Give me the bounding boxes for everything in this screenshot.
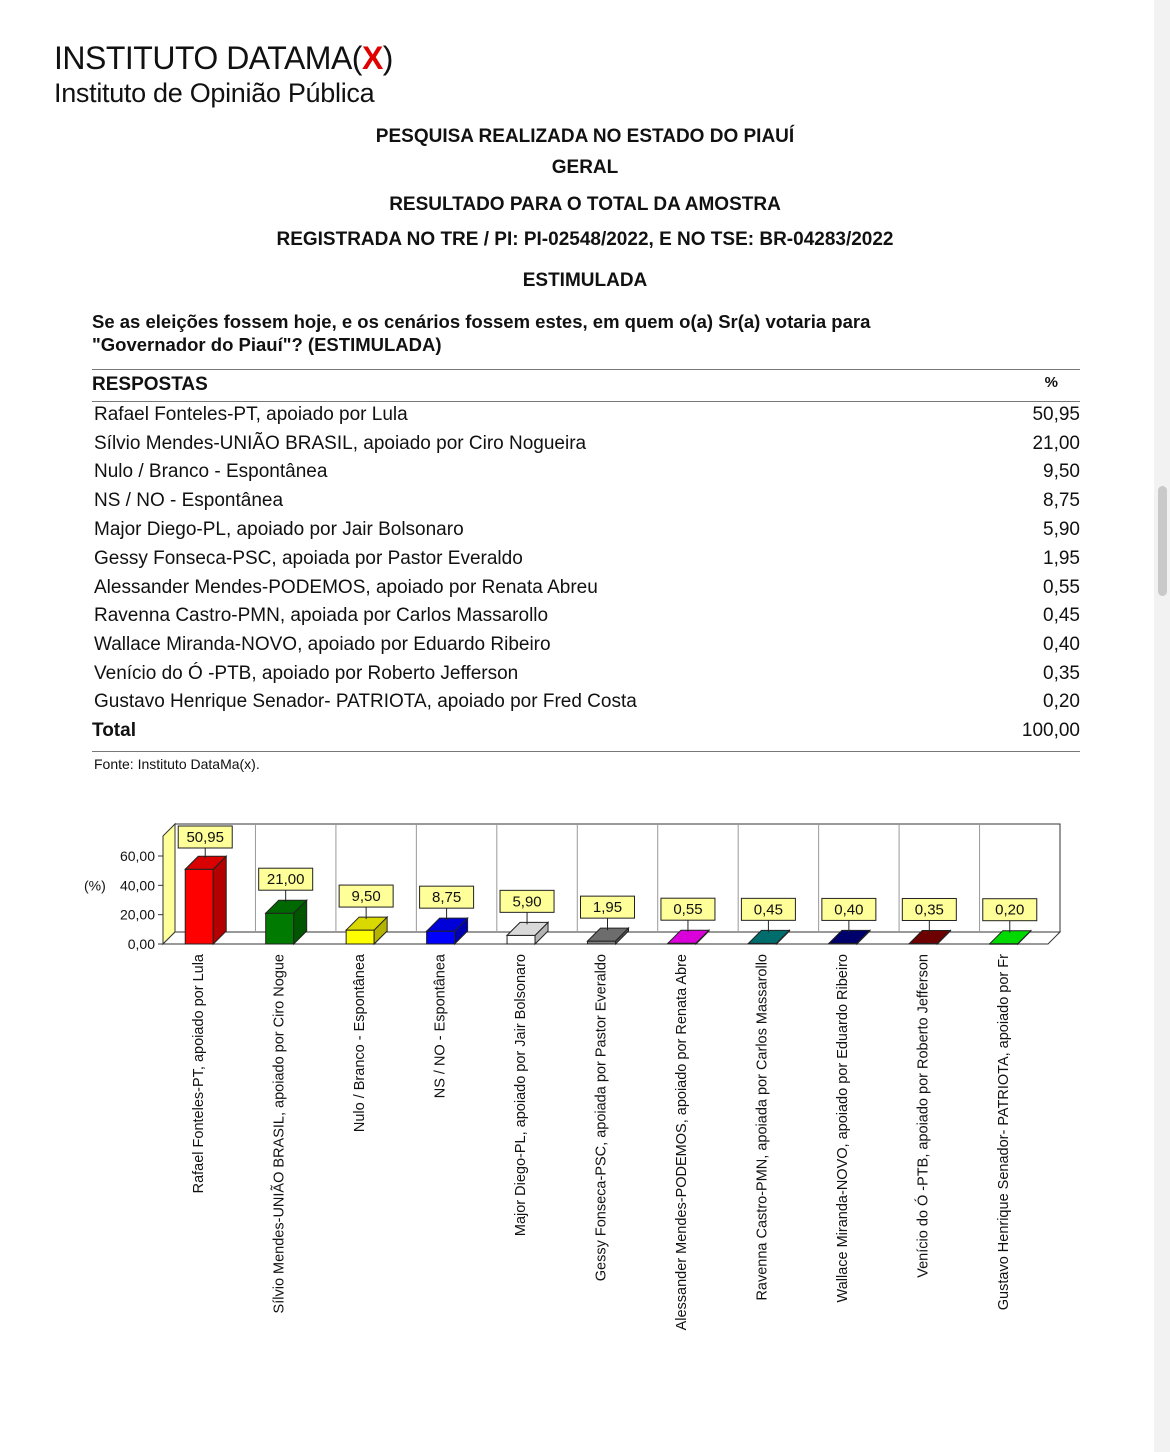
logo-text: INSTITUTO DATAMA( xyxy=(54,40,362,76)
table-row xyxy=(94,634,1080,662)
row-label: Venício do Ó -PTB, apoiado por Roberto Jefferson xyxy=(94,663,519,684)
data-label: 50,95 xyxy=(186,829,225,846)
row-label: Gustavo Henrique Senador- PATRIOTA, apoiado por Fred Costa xyxy=(94,691,637,712)
data-label: 8,75 xyxy=(431,889,462,907)
row-value: 0,40 xyxy=(1043,634,1080,655)
bar xyxy=(266,913,294,944)
logo-x-mark: X xyxy=(361,40,383,76)
data-label: 0,40 xyxy=(834,901,864,919)
y-tick-label: 60,00 xyxy=(119,848,155,864)
row-value: 9,50 xyxy=(1043,461,1080,482)
y-tick-label: 0,00 xyxy=(127,936,155,952)
data-label: 9,50 xyxy=(351,888,381,906)
row-value: 0,55 xyxy=(1043,577,1080,598)
survey-registration: REGISTRADA NO TRE / PI: PI-02548/2022, E NO TSE: BR-04283/2022 xyxy=(276,229,894,250)
y-tick-label: 40,00 xyxy=(119,877,155,894)
question-line-1: Se as eleições fossem hoje, e os cenários fossem estes, em quem o(a) Sr(a) votaria para xyxy=(92,311,871,332)
data-label: 5,90 xyxy=(512,893,542,911)
table-row xyxy=(94,519,1080,547)
table-row xyxy=(94,548,1080,576)
row-label: Nulo / Branco - Espontânea xyxy=(94,461,328,482)
logo-paren: ) xyxy=(382,40,393,76)
bar xyxy=(507,935,535,944)
row-value: 8,75 xyxy=(1043,490,1080,511)
table-header xyxy=(92,374,1080,398)
table-row xyxy=(94,490,1080,518)
survey-type: ESTIMULADA xyxy=(522,270,648,291)
category-label: Gustavo Henrique Senador- PATRIOTA, apoiado por Fr xyxy=(995,954,1012,1311)
scrollbar[interactable] xyxy=(1154,0,1170,1452)
category-label: Ravenna Castro-PMN, apoiada por Carlos Massarollo xyxy=(754,954,771,1301)
logo-title xyxy=(54,40,393,77)
category-label: Wallace Miranda-NOVO, apoiado por Eduardo Ribeiro xyxy=(834,954,851,1303)
category-label: Nulo / Branco - Espontânea xyxy=(352,954,369,1133)
data-label: 1,95 xyxy=(592,899,623,917)
bar xyxy=(185,869,213,944)
data-label: 0,20 xyxy=(995,901,1025,919)
table-row xyxy=(94,577,1080,605)
data-label: 21,00 xyxy=(266,871,305,889)
row-value: 21,00 xyxy=(1032,433,1080,454)
category-label: Venício do Ó -PTB, apoiado por Roberto Jefferson xyxy=(915,953,932,1278)
category-label: Alessander Mendes-PODEMOS, apoiado por Renata Abre xyxy=(673,954,690,1331)
row-value: 50,95 xyxy=(1032,404,1080,425)
row-label: Major Diego-PL, apoiado por Jair Bolsonaro xyxy=(94,519,464,540)
row-label: Rafael Fonteles-PT, apoiado por Lula xyxy=(94,404,408,425)
chart-side-wall xyxy=(163,824,175,944)
survey-scope: GERAL xyxy=(551,157,619,178)
data-label: 0,35 xyxy=(914,901,944,919)
row-value: 1,95 xyxy=(1043,548,1080,569)
table-row xyxy=(94,461,1080,489)
table-bottom-rule xyxy=(92,751,1080,752)
row-label: Alessander Mendes-PODEMOS, apoiado por Renata Abreu xyxy=(94,577,598,598)
category-label: Major Diego-PL, apoiado por Jair Bolsonaro xyxy=(513,954,530,1237)
row-value: 0,20 xyxy=(1043,691,1080,712)
logo-subtitle: Instituto de Opinião Pública xyxy=(54,78,375,108)
bar-side xyxy=(213,856,226,944)
survey-question xyxy=(92,310,972,356)
table-top-rule xyxy=(92,369,1080,370)
survey-title: PESQUISA REALIZADA NO ESTADO DO PIAUÍ xyxy=(375,126,795,147)
table-row xyxy=(94,605,1080,633)
row-value: 0,45 xyxy=(1043,605,1080,626)
total-value: 100,00 xyxy=(1021,720,1080,741)
table-total-row xyxy=(94,720,1080,748)
data-label: 0,55 xyxy=(673,901,703,919)
row-label: Gessy Fonseca-PSC, apoiada por Pastor Everaldo xyxy=(94,548,523,569)
category-label: Gessy Fonseca-PSC, apoiada por Pastor Everaldo xyxy=(593,954,610,1282)
scrollbar-thumb[interactable] xyxy=(1158,486,1167,596)
row-value: 0,35 xyxy=(1043,663,1080,684)
row-label: Sílvio Mendes-UNIÃO BRASIL, apoiado por Ciro Nogueira xyxy=(94,433,587,454)
row-label: Ravenna Castro-PMN, apoiada por Carlos Massarollo xyxy=(94,605,549,626)
source-note: Fonte: Instituto DataMa(x). xyxy=(94,756,260,772)
row-value: 5,90 xyxy=(1043,519,1080,540)
row-label: NS / NO - Espontânea xyxy=(94,490,284,511)
category-label: NS / NO - Espontânea xyxy=(432,954,449,1099)
category-label: Rafael Fonteles-PT, apoiado por Lula xyxy=(191,954,208,1194)
table-header-rule xyxy=(92,401,1080,402)
header-percent: % xyxy=(1044,374,1058,391)
survey-result-title: RESULTADO PARA O TOTAL DA AMOSTRA xyxy=(389,194,781,215)
header-respostas: RESPOSTAS xyxy=(92,374,208,395)
bar xyxy=(427,931,455,944)
y-tick-label: 20,00 xyxy=(119,906,155,923)
y-axis-label: (%) xyxy=(84,877,106,894)
category-label: Sílvio Mendes-UNIÃO BRASIL, apoiado por Ciro Nogue xyxy=(271,954,288,1314)
data-label: 0,45 xyxy=(753,901,784,919)
question-line-2: "Governador do Piauí"? (ESTIMULADA) xyxy=(92,334,442,355)
bar xyxy=(346,930,374,944)
bar-chart xyxy=(0,790,1150,1400)
row-label: Wallace Miranda-NOVO, apoiado por Eduardo Ribeiro xyxy=(94,634,551,655)
table-row xyxy=(94,433,1080,461)
total-label: Total xyxy=(92,720,136,741)
table-row xyxy=(94,404,1080,432)
table-row xyxy=(94,691,1080,719)
table-row xyxy=(94,663,1080,691)
